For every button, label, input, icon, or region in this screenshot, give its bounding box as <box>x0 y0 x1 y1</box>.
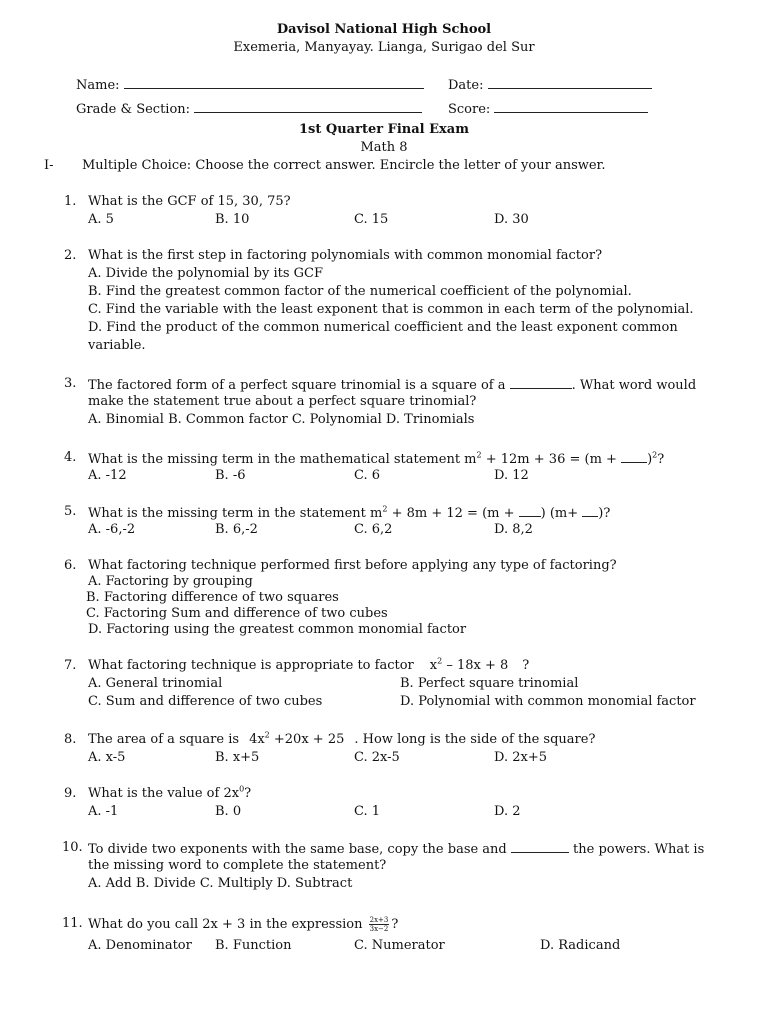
q11-choice-b[interactable]: B. Function <box>215 938 292 953</box>
q4-answer-blank[interactable] <box>621 450 647 463</box>
q11-fraction <box>369 916 390 933</box>
q3-text-part-b: . What word would <box>571 378 697 393</box>
q8-choice-b[interactable]: B. x+5 <box>215 750 260 765</box>
q7-choice-c[interactable]: C. Sum and difference of two cubes <box>88 694 323 709</box>
score-field[interactable] <box>448 100 648 118</box>
q3-answer-blank[interactable] <box>510 376 572 389</box>
exam-title: 1st Quarter Final Exam <box>299 122 469 137</box>
q7-choice-b[interactable]: B. Perfect square trinomial <box>400 676 579 691</box>
q5-text <box>88 504 610 522</box>
q8-number: 8. <box>64 732 77 747</box>
q5-choice-b[interactable]: B. 6,-2 <box>215 522 258 537</box>
name-field[interactable] <box>76 76 424 94</box>
q6-choice-a[interactable]: A. Factoring by grouping <box>88 574 253 589</box>
score-label: Score: <box>448 102 491 117</box>
q5-choice-a[interactable]: A. -6,-2 <box>88 522 136 537</box>
q4-choice-d[interactable]: D. 12 <box>494 468 529 483</box>
q9-choice-d[interactable]: D. 2 <box>494 804 521 819</box>
section-number: I- <box>44 158 54 173</box>
q3-text-line2: make the statement true about a perfect square trinomial? <box>88 394 477 409</box>
q4-number: 4. <box>64 450 77 465</box>
q6-choice-c[interactable]: C. Factoring Sum and difference of two cubes <box>86 606 388 621</box>
q4-text <box>88 450 664 468</box>
q10-text-line2: the missing word to complete the statement? <box>88 858 387 873</box>
q5-choice-d[interactable]: D. 8,2 <box>494 522 533 537</box>
q9-text-part-a: What is the value of 2x <box>88 786 240 801</box>
date-blank[interactable] <box>488 76 652 89</box>
q3-choices[interactable]: A. Binomial B. Common factor C. Polynomial D. Trinomials <box>88 412 475 427</box>
q8-choice-d[interactable]: D. 2x+5 <box>494 750 547 765</box>
q10-text-part-b: the powers. What is <box>573 842 705 857</box>
q8-exponent: 2 <box>264 730 270 740</box>
q9-exponent: 0 <box>239 784 245 794</box>
q4-choice-b[interactable]: B. -6 <box>215 468 246 483</box>
q1-number: 1. <box>64 194 77 209</box>
q8-choice-c[interactable]: C. 2x-5 <box>354 750 400 765</box>
q2-choice-d[interactable]: D. Find the product of the common numerical coefficient and the least exponent common <box>88 320 678 335</box>
q9-choice-c[interactable]: C. 1 <box>354 804 381 819</box>
q6-number: 6. <box>64 558 77 573</box>
q1-choice-b[interactable]: B. 10 <box>215 212 250 227</box>
q5-answer-blank-1[interactable] <box>519 504 541 517</box>
q8-text <box>88 732 595 748</box>
q5-choice-c[interactable]: C. 6,2 <box>354 522 393 537</box>
q5-text-part-b: + 8m + 12 = (m + <box>387 506 519 521</box>
q1-choice-a[interactable]: A. 5 <box>88 212 114 227</box>
q7-text <box>88 658 529 674</box>
q4-choice-a[interactable]: A. -12 <box>88 468 127 483</box>
q9-text <box>88 786 251 802</box>
q11-text-main: What do you call 2x + 3 in the expression <box>88 917 363 932</box>
exam-subject: Math 8 <box>360 140 408 155</box>
q2-number: 2. <box>64 248 77 263</box>
q10-text-part-a: To divide two exponents with the same base, copy the base and <box>88 842 507 857</box>
q7-choice-a[interactable]: A. General trinomial <box>88 676 223 691</box>
q11-choice-d[interactable]: D. Radicand <box>540 938 621 953</box>
q4-exponent-2: 2 <box>652 450 658 460</box>
q1-choice-c[interactable]: C. 15 <box>354 212 389 227</box>
q10-text <box>88 840 704 858</box>
section-instruction: Multiple Choice: Choose the correct answer. Encircle the letter of your answer. <box>82 158 606 173</box>
q7-expression-part-b: – 18x + 8 <box>442 658 509 673</box>
q11-fraction-denominator: 3x−2 <box>369 925 389 933</box>
q5-text-part-a: What is the missing term in the statement m <box>88 506 383 521</box>
q6-text: What factoring technique performed first before applying any type of factoring? <box>88 558 617 573</box>
score-blank[interactable] <box>494 100 648 113</box>
q9-number: 9. <box>64 786 77 801</box>
q8-expression-part-a: 4x <box>249 732 265 747</box>
q7-question-mark: ? <box>522 658 530 673</box>
q8-text-part-a: The area of a square is <box>88 732 240 747</box>
q1-choice-d[interactable]: D. 30 <box>494 212 529 227</box>
q11-choice-a[interactable]: A. Denominator <box>88 938 192 953</box>
grade-section-label: Grade & Section: <box>76 102 191 117</box>
grade-section-field[interactable] <box>76 100 422 118</box>
grade-section-blank[interactable] <box>194 100 422 113</box>
name-label: Name: <box>76 78 120 93</box>
name-blank[interactable] <box>124 76 424 89</box>
q3-text-part-a: The factored form of a perfect square trinomial is a square of a <box>88 378 506 393</box>
q11-question-mark: ? <box>391 917 399 932</box>
q8-choice-a[interactable]: A. x-5 <box>88 750 126 765</box>
q4-text-part-a: What is the missing term in the mathematical statement m <box>88 452 477 467</box>
school-name: Davisol National High School <box>276 22 492 37</box>
q2-text: What is the first step in factoring polynomials with common monomial factor? <box>88 248 603 263</box>
q3-text <box>88 376 696 394</box>
q2-choice-c[interactable]: C. Find the variable with the least exponent that is common in each term of the polynomial. <box>88 302 694 317</box>
q11-choice-c[interactable]: C. Numerator <box>354 938 445 953</box>
q4-text-part-c: ) <box>647 452 653 467</box>
q4-choice-c[interactable]: C. 6 <box>354 468 381 483</box>
q5-text-part-d: )? <box>598 506 611 521</box>
q7-number: 7. <box>64 658 77 673</box>
q7-exponent: 2 <box>437 656 443 666</box>
q6-choice-b[interactable]: B. Factoring difference of two squares <box>86 590 339 605</box>
q9-text-part-b: ? <box>244 786 252 801</box>
q6-choice-d[interactable]: D. Factoring using the greatest common monomial factor <box>88 622 467 637</box>
q2-choice-b[interactable]: B. Find the greatest common factor of the numerical coefficient of the polynomial. <box>88 284 632 299</box>
q2-choice-d-continued: variable. <box>88 338 146 353</box>
q1-text: What is the GCF of 15, 30, 75? <box>88 194 291 209</box>
q2-choice-a[interactable]: A. Divide the polynomial by its GCF <box>88 266 324 281</box>
q8-expression-part-b: +20x + 25 <box>269 732 345 747</box>
q11-fraction-numerator: 2x+3 <box>369 916 389 924</box>
q5-answer-blank-2[interactable] <box>582 504 598 517</box>
q7-expression-part-a: x <box>429 658 438 673</box>
q4-exponent: 2 <box>476 450 482 460</box>
q4-text-part-b: + 12m + 36 = (m + <box>481 452 622 467</box>
q10-number: 10. <box>62 840 83 855</box>
q4-text-part-d: ? <box>657 452 665 467</box>
q9-choice-a[interactable]: A. -1 <box>88 804 119 819</box>
school-address: Exemeria, Manyayay. Lianga, Surigao del Sur <box>233 40 535 55</box>
date-label: Date: <box>448 78 484 93</box>
q3-number: 3. <box>64 376 77 391</box>
q7-text-main: What factoring technique is appropriate to factor <box>88 658 414 673</box>
q11-text <box>88 916 398 933</box>
q8-text-part-b: . How long is the side of the square? <box>354 732 596 747</box>
q9-choice-b[interactable]: B. 0 <box>215 804 242 819</box>
q5-exponent: 2 <box>382 504 388 514</box>
q5-text-part-c: ) (m+ <box>540 506 583 521</box>
date-field[interactable] <box>448 76 652 94</box>
q7-choice-d[interactable]: D. Polynomial with common monomial factor <box>400 694 696 709</box>
q11-number: 11. <box>62 916 83 931</box>
q10-answer-blank[interactable] <box>511 840 569 853</box>
q5-number: 5. <box>64 504 77 519</box>
q10-choices[interactable]: A. Add B. Divide C. Multiply D. Subtract <box>88 876 353 891</box>
